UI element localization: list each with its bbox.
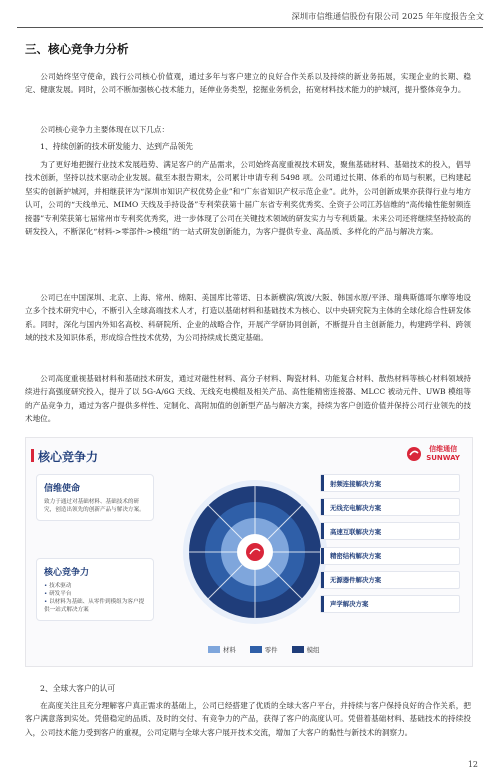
figure-title: 核心竞争力 [38, 450, 99, 464]
mission-title: 信维使命 [44, 484, 81, 494]
paragraph-intro [25, 70, 471, 97]
paragraph-materials [25, 372, 471, 426]
mission-box [36, 474, 154, 521]
paragraph-materials-text: 公司高度重视基础材料和基础技术研发，通过对磁性材料、高分子材料、陶瓷材料、功能复合材料、散热材料等核心材料领域持续进行高强度研究投入，提升了以 5G-A/6G 天线、无线充电模组及相关产品、高性能精密连接器、MLCC 被动元件、UWB 模组等的产品竞争力，通过为客户提供多样性、定制化、高附加值的创新型产品与解决方案，持续为客户创造价值并保持公司行业领先的技术地位。 [25, 374, 471, 424]
core-logo-icon [246, 543, 264, 561]
competence-title: 核心竞争力 [44, 568, 90, 578]
solution-item [320, 571, 460, 589]
section-title: 三、核心竞争力分析 [25, 42, 129, 56]
paragraph-rnd [25, 158, 471, 238]
solution-label: 高速互联解决方案 [330, 527, 382, 536]
solution-list [320, 474, 460, 619]
sunway-logo-mark [406, 446, 422, 462]
logo-en: SUNWAY [426, 454, 460, 462]
ring-diagram [181, 468, 329, 643]
legend-module [292, 645, 320, 654]
subheading-innovation: 1、持续创新的技术研发能力、达到产品领先 [40, 142, 194, 151]
report-header: 深圳市信维通信股份有限公司 2025 年年度报告全文 [291, 11, 484, 21]
subheading-customers: 2、全球大客户的认可 [40, 684, 116, 693]
solution-label: 无源器件解决方案 [330, 576, 382, 585]
paragraph-research-centers-text: 公司已在中国深圳、北京、上海、常州、绵阳、美国库比蒂诺、日本新横滨/筑波/大阪、韩国水原/平泽、瑞典斯德哥尔摩等地设立多个技术研究中心，不断引入全球高端技术人才，打造以基础材料和基础技术为核心、以中央研究院为主体的全球化综合性研发体系。同时，深化与国内外知名高校、科研院所、企业的战略合作，开展产学研协同创新，不断提升自主创新能力，构建跨学科、跨领域的技术及知识体系，形成综合性技术优势，为公司持续成长奠定基础。 [25, 293, 471, 343]
paragraph-lead [25, 123, 471, 136]
solution-label: 射频连接解决方案 [330, 479, 382, 488]
paragraph-research-centers [25, 291, 471, 345]
core-competence-figure [25, 437, 473, 667]
competence-item: • 研发平台 [44, 590, 146, 598]
competence-item: • 技术驱动 [44, 582, 146, 590]
paragraph-intro-text: 公司始终坚守使命，践行公司核心价值观，通过多年与客户建立的良好合作关系以及持续的新业务拓展，实现企业的长期、稳定、健康发展。同时，公司不断加强核心技术能力，延伸业务类型，挖掘业务机会，拓宽材料技术能力的护城河，提升整体竞争力。 [25, 72, 471, 95]
competence-item: • 以材料为基础、从零件到模组为客户提供一站式解决方案 [44, 598, 146, 614]
sunway-logo-text [426, 445, 460, 463]
solution-item [320, 595, 460, 613]
solution-item [320, 474, 460, 492]
solution-item [320, 547, 460, 565]
solution-item [320, 498, 460, 516]
solution-item [320, 522, 460, 540]
paragraph-rnd-text: 为了更好地把握行业技术发展趋势、满足客户的产品需求，公司始终高度重视技术研发，聚焦基础材料、基础技术的投入，倡导技术创新，坚持以技术驱动企业发展。截至本报告期末，公司累计申请专利 5498 项。公司通过长期、体系的布局与积累，已构建起坚实的创新护城河，并相继获评为“深圳市知识产权优势企业”和“广东省知识产权示范企业”。此外，公司创新成果亦获得行业与地方认可，公司的“天线单元、MIMO 天线及手持设备”专利荣获第十届广东省专利奖优秀奖、全资子公司江苏信维的“高传输性能射频连接器”专利荣获第七届常州市专利奖优秀奖，进一步体现了公司在关键技术领域的研发实力与专利质量。未来公司还将继续坚持较高的研发投入，不断深化“材料->零部件->模组”的一站式研发创新能力，为客户提供专业、高品质、多样化的产品与解决方案。 [25, 160, 471, 237]
competence-box [36, 558, 154, 621]
legend-material-label: 材料 [223, 646, 236, 654]
header-divider [17, 27, 483, 28]
solution-label: 精密结构解决方案 [330, 552, 382, 561]
solution-label: 声学解决方案 [330, 600, 369, 609]
legend-part-label: 零件 [264, 646, 278, 654]
logo-cn: 信维通信 [429, 445, 458, 453]
solution-label: 无线充电解决方案 [330, 503, 382, 512]
legend-part [250, 645, 278, 654]
paragraph-customers-text: 在高度关注且充分理解客户真正需求的基础上，公司已经搭建了优质的全球大客户平台，并持续与客户保持良好的合作关系，把客户满意落到实处。凭借稳定的品质、及时的交付、有竞争力的产品，获得了客户的高度认可。凭借着基础材料、基础技术的持续投入，公司技术能力受到客户的重视，公司定期与全球大客户展开技术交流，增加了大客户的黏性与新技术的洞察力。 [25, 701, 471, 737]
page-number: 12 [467, 760, 478, 769]
paragraph-lead-text: 公司核心竞争力主要体现在以下几点： [40, 125, 170, 134]
paragraph-customers [25, 699, 471, 739]
legend-material [208, 645, 236, 654]
figure-legend [208, 645, 319, 654]
mission-text: 致力于通过对基础材料、基础技术的研究，创造出领先的创新产品与解决方案。 [44, 499, 145, 513]
sunway-logo [406, 445, 460, 463]
legend-module-label: 模组 [306, 646, 320, 654]
